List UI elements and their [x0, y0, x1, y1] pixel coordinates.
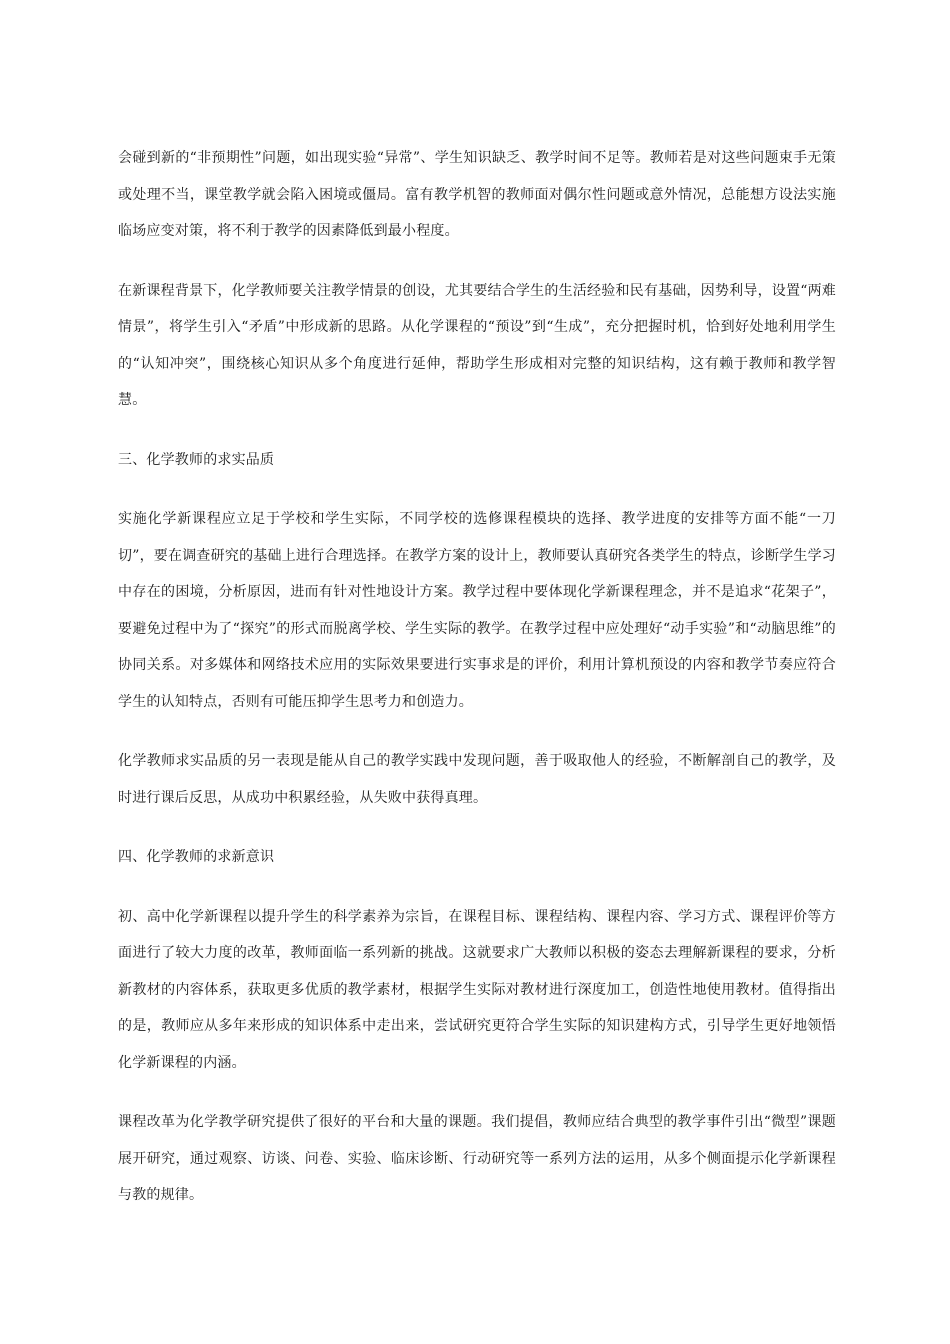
section-heading-practical-quality: 三、化学教师的求实品质	[118, 451, 275, 468]
paragraph-new-curriculum: 初、高中化学新课程以提升学生的科学素养为宗旨，在课程目标、课程结构、课程内容、学习方式、课程评价等方面进行了较大力度的改革，教师面临一系列新的挑战。这就要求广大教师以积极的姿态去理解新课程的要求，分析新教材的内容体系，获取更多优质的教学素材，根据学生实际对教材进行深度加工，创造性地使用教材。值得指出的是，教师应从多年来形成的知识体系中走出来，尝试研究更符合学生实际的知识建构方式，引导学生更好地领悟化学新课程的内涵。	[118, 908, 836, 1071]
paragraph-research: 课程改革为化学教学研究提供了很好的平台和大量的课题。我们提倡，教师应结合典型的教学事件引出“微型”课题展开研究，通过观察、访谈、问卷、实验、临床诊断、行动研究等一系列方法的运用，从多个侧面提示化学新课程与教的规律。	[118, 1114, 836, 1203]
paragraph-reflection: 化学教师求实品质的另一表现是能从自己的教学实践中发现问题，善于吸取他人的经验，不断解剖自己的教学，及时进行课后反思，从成功中积累经验，从失败中获得真理。	[118, 753, 836, 806]
section-heading-innovation: 四、化学教师的求新意识	[118, 849, 275, 865]
paragraph-practical-implementation: 实施化学新课程应立足于学校和学生实际，不同学校的选修课程模块的选择、教学进度的安排等方面不能“一刀切”，要在调查研究的基础上进行合理选择。在教学方案的设计上，教师要认真研究各类学生的特点，诊断学生学习中存在的困境，分析原因，进而有针对性地设计方案。教学过程中要体现化学新课程理念，并不是追求“花架子”，要避免过程中为了“探究”的形式而脱离学校、学生实际的教学。在教学过程中应处理好“动手实验”和“动脑思维”的协同关系。对多媒体和网络技术应用的实际效果要进行实事求是的评价，利用计算机预设的内容和教学节奏应符合学生的认知特点，否则有可能压抑学生思考力和创造力。	[118, 511, 836, 710]
document-body	[118, 140, 836, 1237]
paragraph-unexpected-problems: 会碰到新的“非预期性”问题，如出现实验“异常”、学生知识缺乏、教学时间不足等。教师若是对这些问题束手无策或处理不当，课堂教学就会陷入困境或僵局。富有教学机智的教师面对偶尔性问题或意外情况，总能想方设法实施临场应变对策，将不利于教学的因素降低到最小程度。	[118, 150, 836, 239]
paragraph-teaching-context: 在新课程背景下，化学教师要关注教学情景的创设，尤其要结合学生的生活经验和民有基础，因势利导，设置“两难情景”，将学生引入“矛盾”中形成新的思路。从化学课程的“预设”到“生成”，充分把握时机，恰到好处地利用学生的“认知冲突”，围绕核心知识从多个角度进行延伸，帮助学生形成相对完整的知识结构，这有赖于教师和教学智慧。	[118, 282, 836, 408]
